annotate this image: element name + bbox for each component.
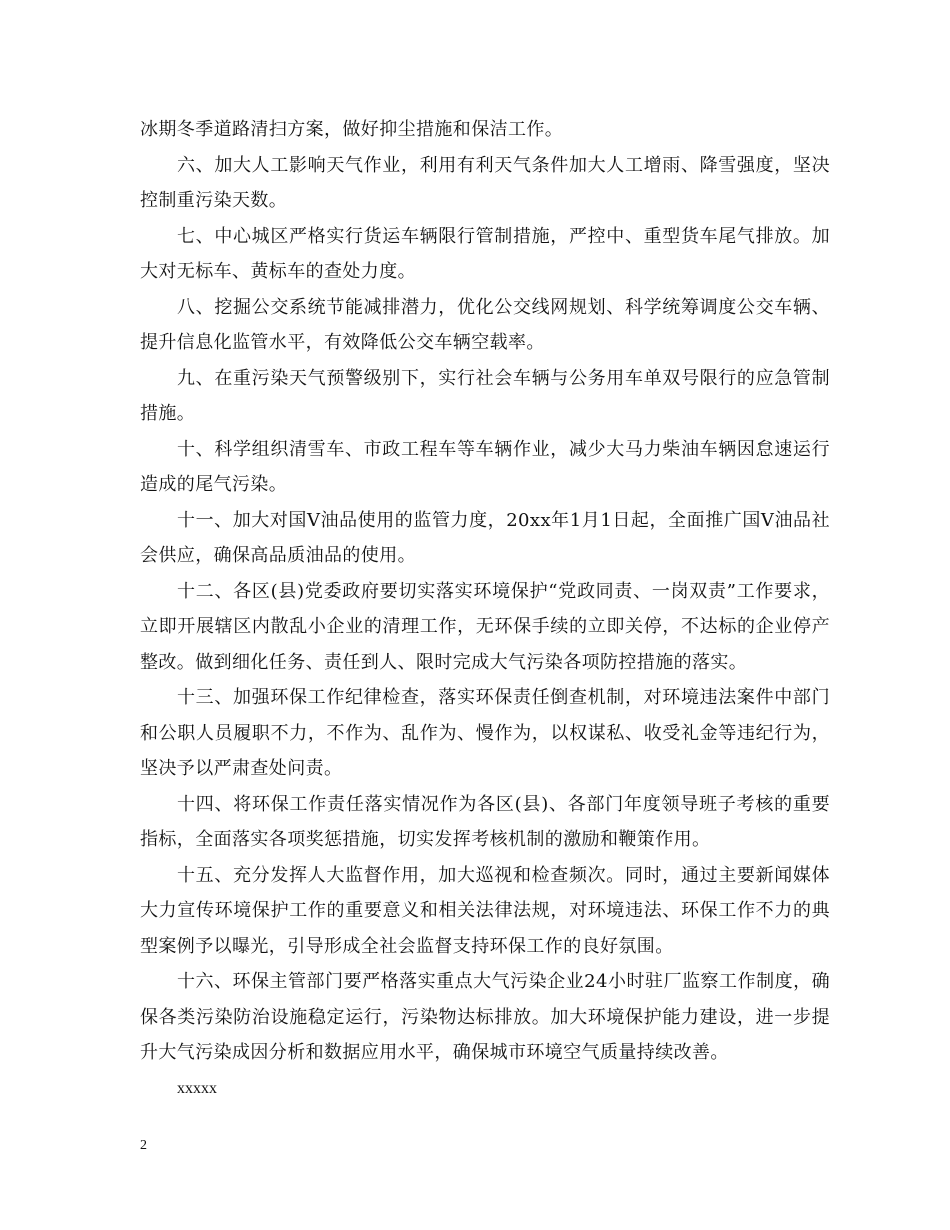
page-number: 2 — [140, 1138, 147, 1153]
paragraph-continuation: 冰期冬季道路清扫方案，做好抑尘措施和保洁工作。 — [140, 119, 564, 140]
paragraph-item-6: 六、加大人工影响天气作业，利用有利天气条件加大人工增雨、降雪强度，坚决控制重污染天数。 — [140, 154, 830, 211]
paragraph-item-8: 八、挖掘公交系统节能减排潜力，优化公交线网规划、科学统筹调度公交车辆、提升信息化监管水平，有效降低公交车辆空载率。 — [140, 296, 830, 353]
paragraph-item-9: 九、在重污染天气预警级别下，实行社会车辆与公务用车单双号限行的应急管制措施。 — [140, 367, 830, 424]
document-body — [140, 112, 830, 1106]
paragraph-item-10: 十、科学组织清雪车、市政工程车等车辆作业，减少大马力柴油车辆因怠速运行造成的尾气污染。 — [140, 438, 830, 495]
paragraph-item-14: 十四、将环保工作责任落实情况作为各区(县)、各部门年度领导班子考核的重要指标，全面落实各项奖惩措施，切实发挥考核机制的激励和鞭策作用。 — [140, 793, 830, 850]
paragraph-item-15: 十五、充分发挥人大监督作用，加大巡视和检查频次。同时，通过主要新闻媒体大力宣传环境保护工作的重要意义和相关法律法规，对环境违法、环保工作不力的典型案例予以曝光，引导形成全社会监督支持环保工作的良好氛围。 — [140, 864, 830, 957]
paragraph-item-11: 十一、加大对国Ⅴ油品使用的监管力度，20xx年1月1日起，全面推广国Ⅴ油品社会供应，确保高品质油品的使用。 — [140, 509, 830, 566]
paragraph-item-7: 七、中心城区严格实行货运车辆限行管制措施，严控中、重型货车尾气排放。加大对无标车、黄标车的查处力度。 — [140, 225, 830, 282]
signature: xxxxx — [177, 1079, 217, 1097]
paragraph-item-13: 十三、加强环保工作纪律检查，落实环保责任倒查机制，对环境违法案件中部门和公职人员履职不力，不作为、乱作为、慢作为，以权谋私、收受礼金等违纪行为，坚决予以严肃查处问责。 — [140, 687, 830, 779]
paragraph-item-16: 十六、环保主管部门要严格落实重点大气污染企业24小时驻厂监察工作制度，确保各类污染防治设施稳定运行，污染物达标排放。加大环境保护能力建设，进一步提升大气污染成因分析和数据应用水平，确保城市环境空气质量持续改善。 — [140, 971, 830, 1063]
paragraph-item-12: 十二、各区(县)党委政府要切实落实环境保护“党政同责、一岗双责”工作要求，立即开展辖区内散乱小企业的清理工作，无环保手续的立即关停，不达标的企业停产整改。做到细化任务、责任到人、限时完成大气污染各项防控措施的落实。 — [140, 580, 830, 673]
